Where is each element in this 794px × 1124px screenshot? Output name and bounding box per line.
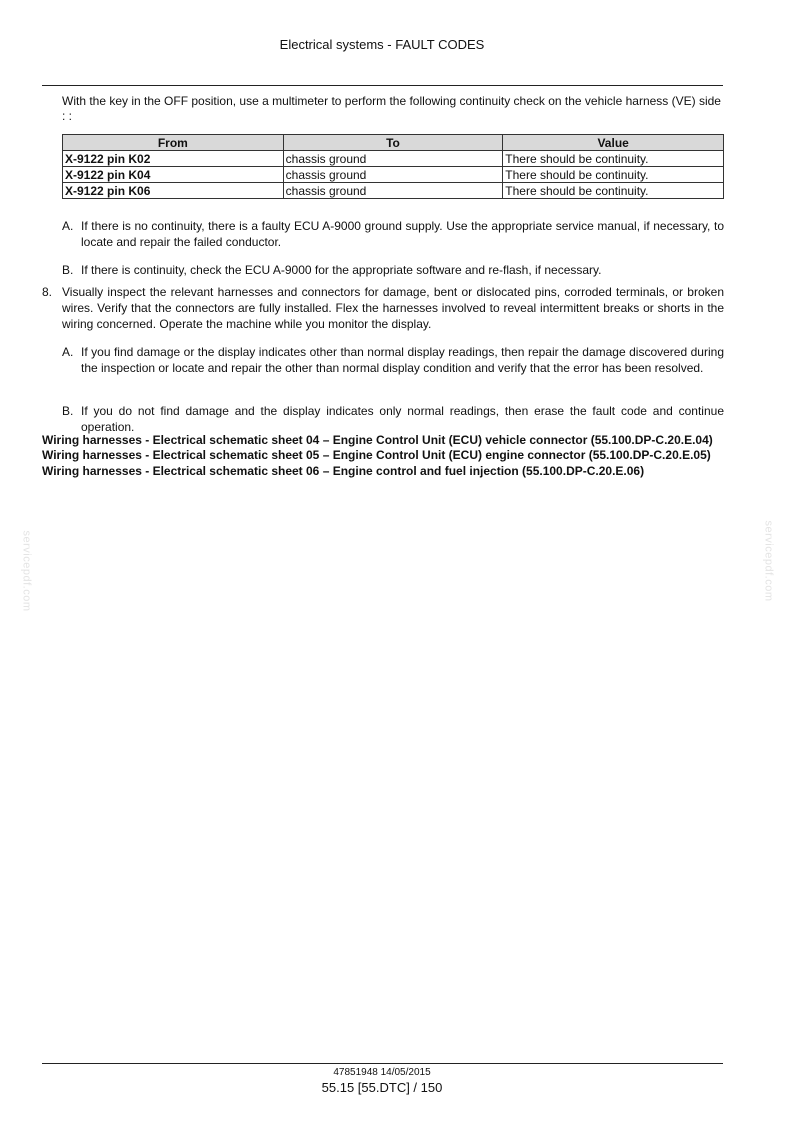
step-marker: 8. — [42, 285, 53, 299]
sub-step-a-no-continuity — [62, 218, 724, 250]
page-header-title: Electrical systems - FAULT CODES — [279, 37, 485, 52]
footer-rule — [42, 1063, 723, 1064]
sub-step-text: If you do not find damage and the display indicates only normal readings, then erase the fault code and continue operation. — [81, 404, 724, 434]
step-text: Visually inspect the relevant harnesses and connectors for damage, bent or dislocated pins, corroded terminals, or broken wires. Verify that the connectors are fully installed. Flex the harnesses involved to reveal intermittent breaks or shorts in the wiring concerned. Operate the machine while you monitor the display. — [62, 285, 724, 331]
continuity-table — [62, 134, 724, 199]
sub-step-marker: B. — [62, 404, 74, 418]
watermark-left: servicepdf.com — [20, 530, 33, 612]
sub-step-b-no-damage — [62, 403, 724, 435]
table-row — [63, 151, 724, 167]
footer-document-reference: 47851948 14/05/2015 — [333, 1067, 431, 1078]
cell-from: X-9122 pin K06 — [63, 183, 284, 199]
reference-links — [42, 433, 732, 479]
intro-paragraph: With the key in the OFF position, use a multimeter to perform the following continuity check on the vehicle harness (VE) side : : — [62, 94, 721, 123]
cell-value: There should be continuity. — [503, 167, 724, 183]
cell-value: There should be continuity. — [503, 183, 724, 199]
header-rule — [42, 85, 723, 86]
footer-page-number: 55.15 [55.DTC] / 150 — [321, 1080, 443, 1095]
column-header-from: From — [63, 135, 284, 151]
watermark-right: servicepdf.com — [762, 520, 775, 602]
sub-step-b-continuity — [62, 262, 724, 278]
reference-link-sheet-04[interactable]: Wiring harnesses - Electrical schematic sheet 04 – Engine Control Unit (ECU) vehicle connector (55.100.DP-C.20.E.04) — [42, 433, 713, 447]
step-8 — [42, 284, 724, 332]
sub-step-marker: B. — [62, 263, 74, 277]
table-row — [63, 183, 724, 199]
cell-from: X-9122 pin K04 — [63, 167, 284, 183]
sub-step-text: If there is no continuity, there is a faulty ECU A-9000 ground supply. Use the appropriate service manual, if necessary, to locate and repair the failed conductor. — [81, 219, 724, 249]
sub-step-text: If there is continuity, check the ECU A-9000 for the appropriate software and re-flash, if necessary. — [81, 263, 602, 277]
sub-step-marker: A. — [62, 345, 74, 359]
cell-value: There should be continuity. — [503, 151, 724, 167]
sub-step-marker: A. — [62, 219, 74, 233]
table-row — [63, 167, 724, 183]
column-header-value: Value — [503, 135, 724, 151]
sub-step-a-damage-found — [62, 344, 724, 376]
column-header-to: To — [283, 135, 503, 151]
table-header-row — [63, 135, 724, 151]
reference-link-sheet-06[interactable]: Wiring harnesses - Electrical schematic sheet 06 – Engine control and fuel injection (55.100.DP-C.20.E.06) — [42, 463, 645, 478]
sub-step-text: If you find damage or the display indicates other than normal display readings, then repair the damage discovered during the inspection or locate and repair the other than normal display condition and verify that the error has been resolved. — [81, 345, 724, 375]
cell-to: chassis ground — [283, 151, 503, 167]
cell-from: X-9122 pin K02 — [63, 151, 284, 167]
cell-to: chassis ground — [283, 183, 503, 199]
reference-link-sheet-05[interactable]: Wiring harnesses - Electrical schematic sheet 05 – Engine Control Unit (ECU) engine connector (55.100.DP-C.20.E.05) — [42, 448, 711, 463]
cell-to: chassis ground — [283, 167, 503, 183]
